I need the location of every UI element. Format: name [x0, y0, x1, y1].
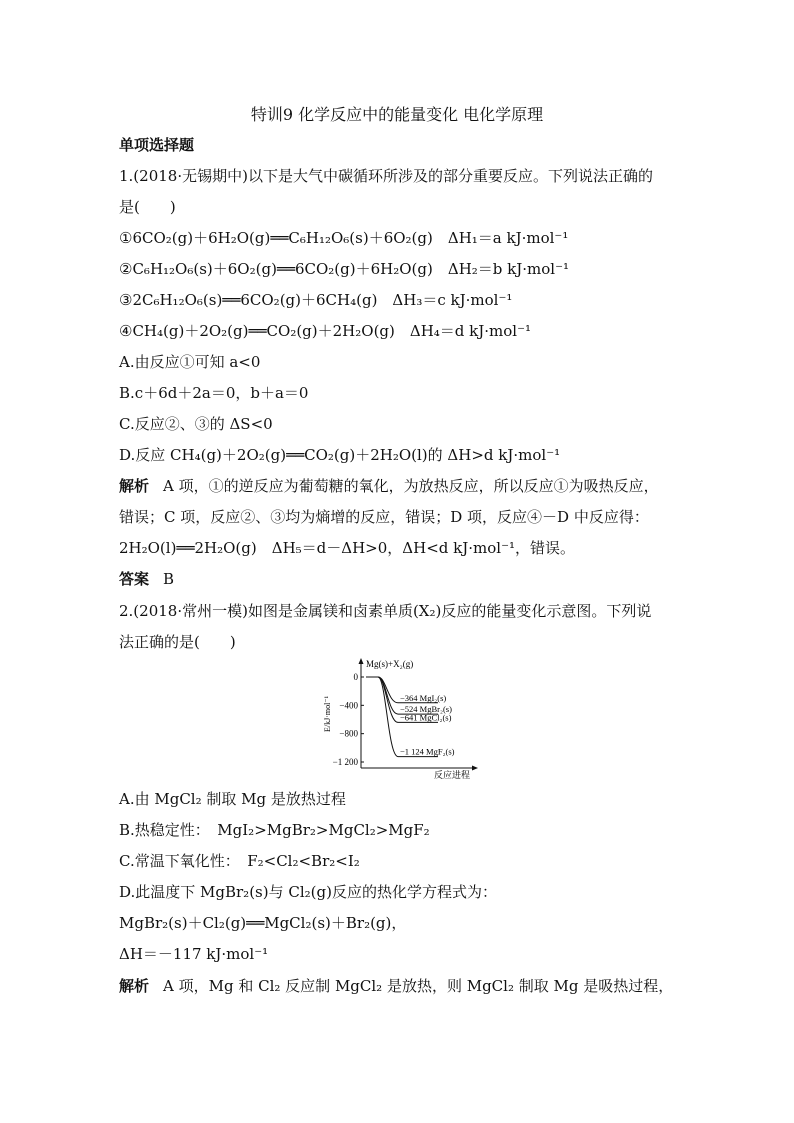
q1-answer-value: B — [163, 570, 175, 588]
q2-analysis-text1: A 项，Mg 和 Cl₂ 反应制 MgCl₂ 是放热，则 MgCl₂ 制取 Mg 是吸热过程， — [163, 977, 674, 995]
q2-stem-line1: 2.(2018·常州一模)如图是金属镁和卤素单质(X₂)反应的能量变化示意图。下列说 — [119, 602, 652, 620]
q1-option-a: A.由反应①可知 a<0 — [119, 353, 261, 371]
y-tick-label: −800 — [339, 728, 358, 739]
q1-reaction-4: ④CH₄(g)＋2O₂(g)══CO₂(g)＋2H₂O(g) ΔH₄＝d kJ·mol⁻¹ — [119, 322, 532, 340]
q2-option-c: C.常温下氧化性： F₂<Cl₂<Br₂<I₂ — [119, 852, 360, 870]
q2-option-d: D.此温度下 MgBr₂(s)与 Cl₂(g)反应的热化学方程式为： — [119, 883, 497, 901]
x-axis-label: 反应进程 — [433, 770, 470, 780]
start-label: Mg(s)+X₂(g) — [366, 659, 414, 669]
q1-analysis-line3: 2H₂O(l)══2H₂O(g) ΔH₅＝d－ΔH>0，ΔH<d kJ·mol⁻¹，错误。 — [119, 539, 575, 557]
y-tick-label: −1 200 — [332, 757, 358, 767]
q1-reaction-3: ③2C₆H₁₂O₆(s)══6CO₂(g)＋6CH₄(g) ΔH₃＝c kJ·mol⁻¹ — [119, 291, 513, 309]
y-tick-label: −400 — [339, 700, 358, 711]
q2-option-a: A.由 MgCl₂ 制取 Mg 是放热过程 — [119, 790, 346, 808]
energy-level-label: −364 MgI₂(s) — [400, 692, 447, 703]
q2-stem-line2: 法正确的是( ) — [119, 633, 236, 651]
q2-option-b: B.热稳定性： MgI₂>MgBr₂>MgCl₂>MgF₂ — [119, 821, 430, 839]
q1-option-d: D.反应 CH₄(g)＋2O₂(g)══CO₂(g)＋2H₂O(l)的 ΔH>d kJ·mol⁻¹ — [119, 446, 561, 464]
energy-level-label: −641 MgCl₂(s) — [400, 712, 452, 723]
energy-level-label: −1 124 MgF₂(s) — [400, 746, 455, 757]
q1-answer-label: 答案 — [119, 570, 150, 588]
energy-diagram — [320, 656, 480, 782]
q1-option-b: B.c＋6d＋2a＝0，b＋a＝0 — [119, 384, 309, 402]
q1-reaction-1: ①6CO₂(g)＋6H₂O(g)══C₆H₁₂O₆(s)＋6O₂(g) ΔH₁＝a kJ·mol⁻¹ — [119, 229, 569, 247]
q1-analysis-line1 — [119, 475, 659, 497]
q1-reaction-2: ②C₆H₁₂O₆(s)＋6O₂(g)══6CO₂(g)＋6H₂O(g) ΔH₂＝b kJ·mol⁻¹ — [119, 260, 570, 278]
q2-analysis-line1 — [119, 975, 673, 997]
q1-answer — [119, 568, 174, 590]
section-heading: 单项选择题 — [119, 136, 195, 154]
x-axis-arrow — [472, 766, 478, 771]
energy-level-label: −524 MgBr₂(s) — [400, 704, 452, 715]
q2-enthalpy: ΔH＝－117 kJ·mol⁻¹ — [119, 945, 269, 963]
q1-analysis-line2: 错误；C 项，反应②、③均为熵增的反应，错误；D 项，反应④－D 中反应得： — [119, 508, 649, 526]
q1-stem-line1: 1.(2018·无锡期中)以下是大气中碳循环所涉及的部分重要反应。下列说法正确的 — [119, 167, 653, 185]
y-axis-arrow — [359, 658, 364, 664]
q1-stem-line2: 是( ) — [119, 198, 176, 216]
y-tick-label: 0 — [353, 672, 358, 682]
page-title: 特训9 化学反应中的能量变化 电化学原理 — [250, 105, 544, 124]
q2-analysis-label: 解析 — [119, 977, 150, 995]
q1-analysis-text1: A 项，①的逆反应为葡萄糖的氧化，为放热反应，所以反应①为吸热反应， — [163, 477, 659, 495]
q2-equation: MgBr₂(s)＋Cl₂(g)══MgCl₂(s)＋Br₂(g)， — [119, 914, 407, 932]
q1-analysis-label: 解析 — [119, 477, 150, 495]
y-axis-label: E/kJ·mol⁻¹ — [323, 696, 332, 732]
q1-option-c: C.反应②、③的 ΔS<0 — [119, 415, 273, 433]
